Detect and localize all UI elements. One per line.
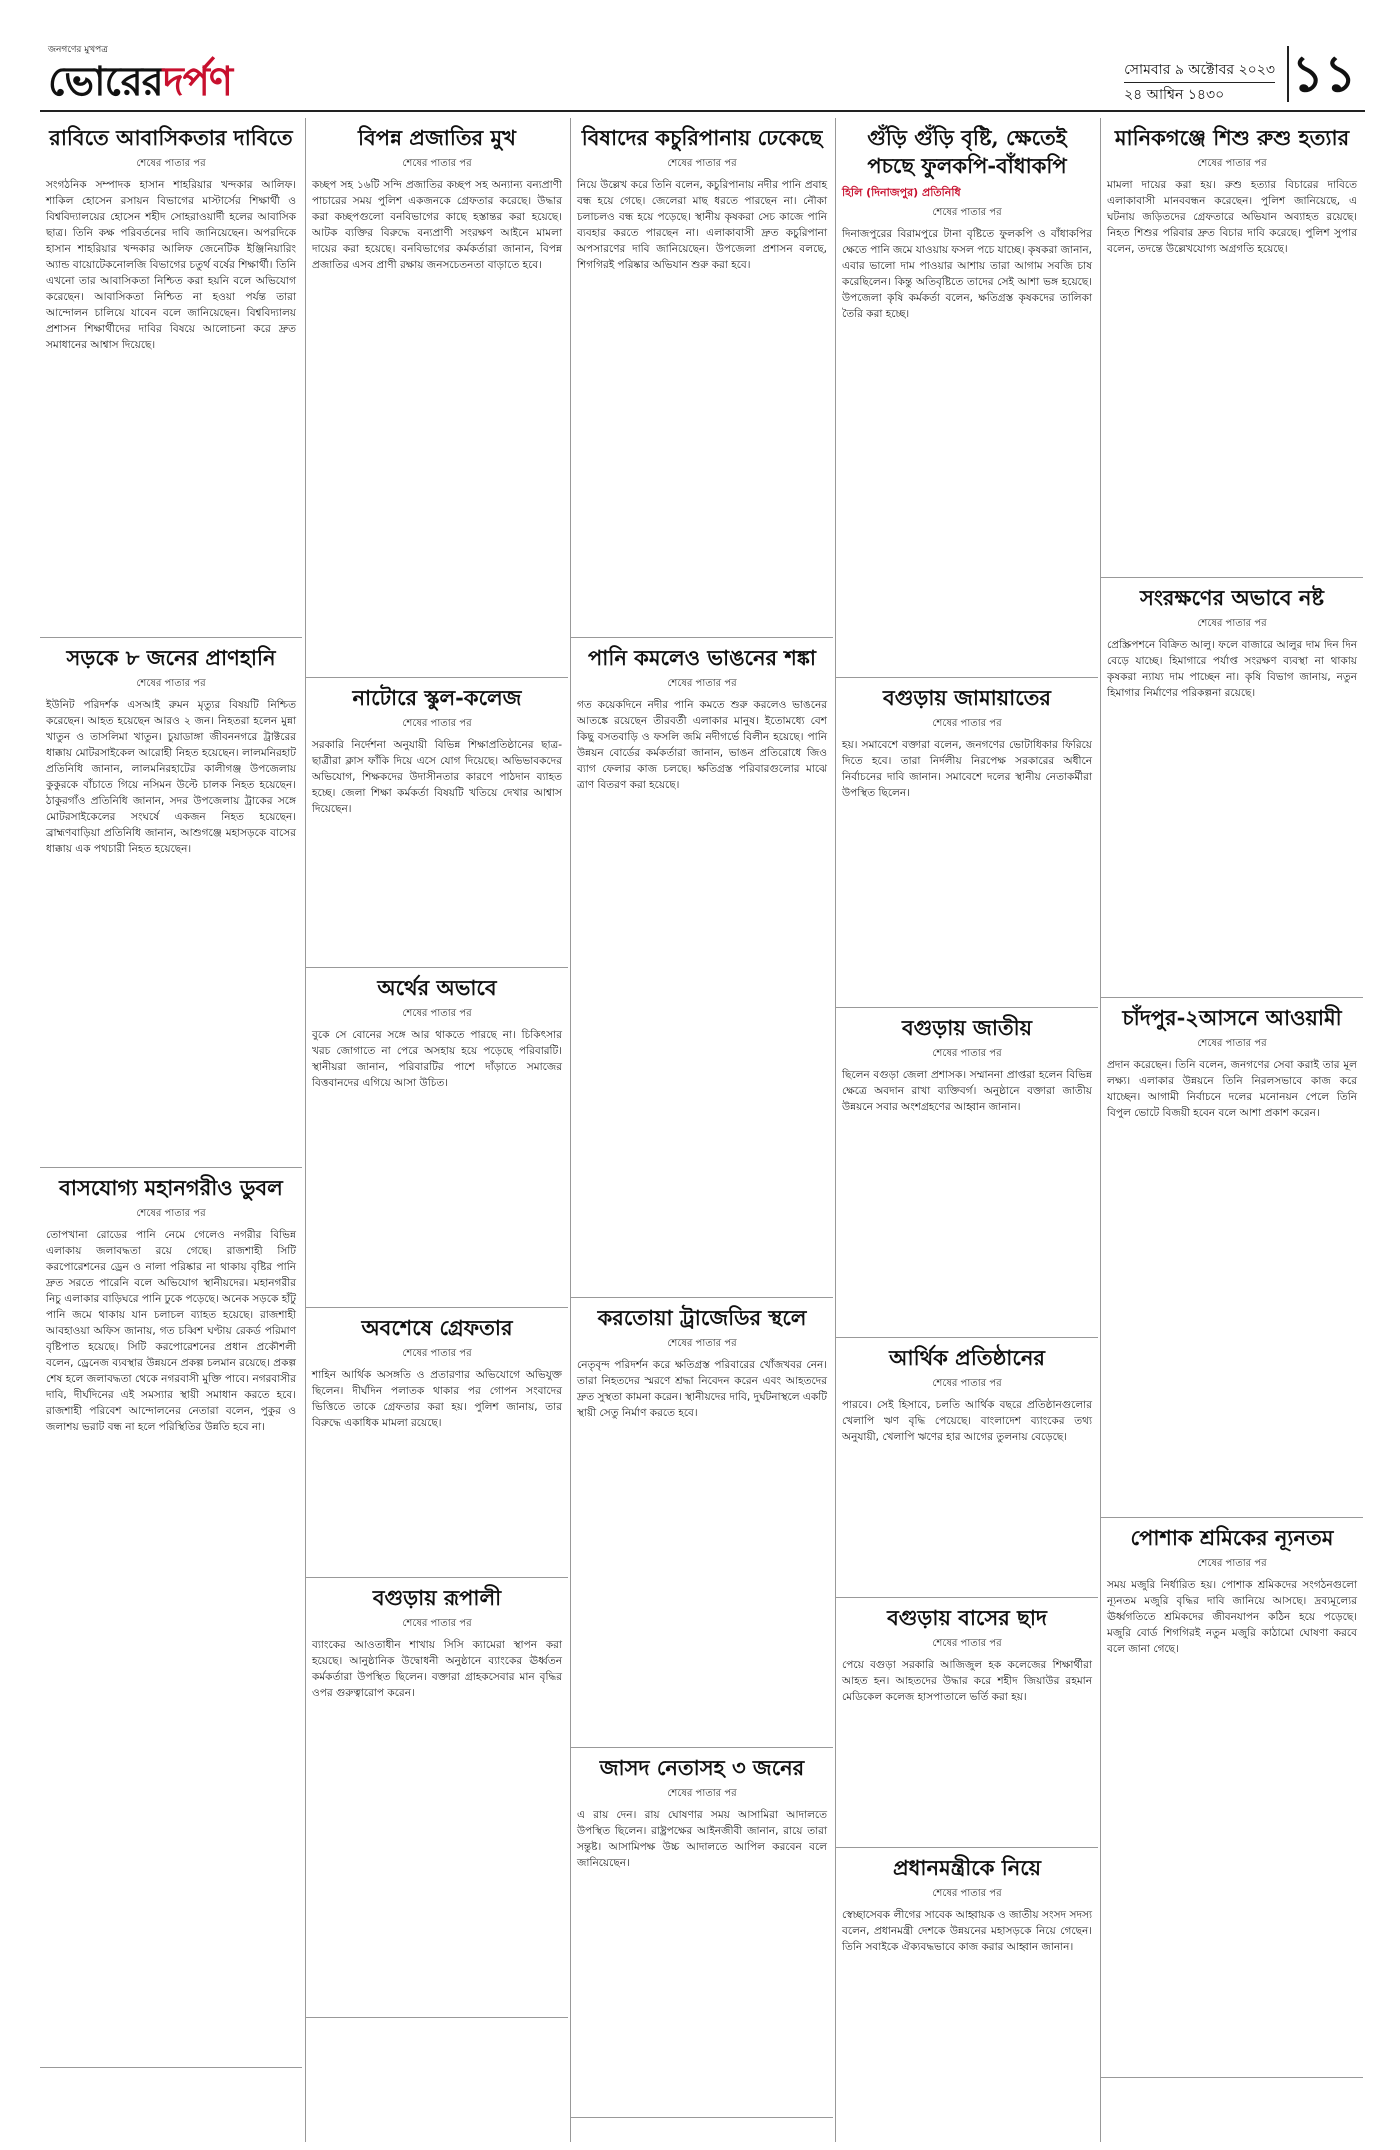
story-body: নিয়ে উল্লেখ করে তিনি বলেন, কচুরিপানায় নদীর পানি প্রবাহ বন্ধ হয়ে গেছে। জেলেরা মাছ ধরতে পারছেন না। নৌকা চলাচলও বন্ধ হয়ে পড়েছে। স্থানীয় কৃষকরা সেচ কাজে পানি ব্যবহার করতে পারছেন না। এলাকাবাসী দ্রুত কচুরিপানা অপসারণের দাবি জানিয়েছেন। উপজেলা প্রশাসন বলছে, শিগগিরই পরিষ্কার অভিযান শুরু করা হবে।: [577, 179, 827, 271]
news-story: [1101, 118, 1363, 578]
story-body: শাহিন আর্থিক অসঙ্গতি ও প্রতারণার অভিযোগে অভিযুক্ত ছিলেন। দীর্ঘদিন পলাতক থাকার পর গোপন সংবাদের ভিত্তিতে তাকে গ্রেফতার করা হয়। পুলিশ জানায়, তার বিরুদ্ধে একাধিক মামলা রয়েছে।: [312, 1369, 562, 1429]
news-column: [305, 118, 568, 2142]
issue-dates: [1124, 58, 1275, 107]
continued-label: শেষের পাতার পর: [136, 1208, 206, 1219]
story-body: হয়। সমাবেশে বক্তারা বলেন, জনগণের ভোটাধিকার ফিরিয়ে দিতে হবে। তারা নির্দলীয় নিরপেক্ষ সরকারের অধীনে নির্বাচনের দাবি জানান। সমাবেশে দলের স্থানীয় নেতাকর্মীরা উপস্থিত ছিলেন।: [842, 739, 1092, 799]
story-headline: সংরক্ষণের অভাবে নষ্ট: [1140, 585, 1324, 610]
news-story: [40, 118, 302, 638]
story-headline: পোশাক শ্রমিকের ন্যূনতম: [1130, 1525, 1334, 1550]
story-body: মামলা দায়ের করা হয়। রুশু হত্যার বিচারের দাবিতে এলাকাবাসী মানববন্ধন করেছেন। পুলিশ জানিয়েছে, এ ঘটনায় জড়িতদের গ্রেফতারে অভিযান অব্যাহত রয়েছে। নিহত শিশুর পরিবার দ্রুত বিচার দাবি করেছে। পুলিশ সুপার বলেন, তদন্তে উল্লেখযোগ্য অগ্রগতি হয়েছে।: [1107, 179, 1357, 255]
continued-label: শেষের পাতার পর: [667, 1788, 737, 1799]
story-body: নেতৃবৃন্দ পরিদর্শন করে ক্ষতিগ্রস্ত পরিবারের খোঁজখবর নেন। তারা নিহতদের স্মরণে শ্রদ্ধা নিবেদন করেন এবং আহতদের দ্রুত সুস্থতা কামনা করেন। স্থানীয়দের দাবি, দুর্ঘটনাস্থলে একটি স্থায়ী সেতু নির্মাণ করতে হবে।: [577, 1359, 827, 1419]
news-story: [306, 678, 568, 968]
news-story: [836, 1848, 1098, 2142]
continued-label: শেষের পাতার পর: [667, 1338, 737, 1349]
continued-label: শেষের পাতার পর: [402, 1008, 472, 1019]
continued-label: শেষের পাতার পর: [136, 678, 206, 689]
story-headline: বগুড়ায় রূপালী: [372, 1585, 502, 1610]
news-story: [836, 118, 1098, 678]
continued-label: শেষের পাতার পর: [932, 1888, 1002, 1899]
story-headline: বগুড়ায় জামায়াতের: [883, 685, 1051, 710]
news-story: [571, 1298, 833, 1748]
story-body: সংগঠনিক সম্পাদক হাসান শাহরিয়ার খন্দকার আলিফ। শাকিল হোসেন রসায়ন বিভাগের মাস্টার্সের শিক্ষার্থী ও বিশ্ববিদ্যালয়ের হোসেন শহীদ সোহরাওয়ার্দী হলের আবাসিক ছাত্র। তিনি কক্ষ পরিবর্তনের দাবি জানিয়েছেন। অপরদিকে হাসান শাহরিয়ার খন্দকার আলিফ জেনেটিক ইঞ্জিনিয়ারিং অ্যান্ড বায়োটেকনোলজি বিভাগের চতুর্থ বর্ষের শিক্ষার্থী। তিনি এখনো তার আবাসিকতা নিশ্চিত করা হয়নি বলে অভিযোগ করেছেন। আবাসিকতা নিশ্চিত না হওয়া পর্যন্ত তারা আন্দোলন চালিয়ে যাবেন বলে জানিয়েছেন। বিশ্ববিদ্যালয় প্রশাসন শিক্ষার্থীদের দাবির বিষয়ে আলোচনা করে দ্রুত সমাধানের আশ্বাস দিয়েছে।: [46, 179, 297, 351]
story-body: প্রেস্ক্রিপশনে বিক্রিত আলু। ফলে বাজারে আলুর দাম দিন দিন বেড়ে যাচ্ছে। হিমাগারে পর্যাপ্ত সংরক্ষণ ব্যবস্থা না থাকায় কৃষকরা ন্যায্য দাম পাচ্ছেন না। কৃষি বিভাগ জানায়, নতুন হিমাগার নির্মাণের পরিকল্পনা রয়েছে।: [1107, 639, 1357, 699]
story-body: স্বেচ্ছাসেবক লীগের সাবেক আহ্বায়ক ও জাতীয় সংসদ সদস্য বলেন, প্রধানমন্ত্রী দেশকে উন্নয়নের মহাসড়কে নিয়ে গেছেন। তিনি সবাইকে ঐক্যবদ্ধভাবে কাজ করার আহ্বান জানান।: [842, 1909, 1092, 1953]
news-story: [1101, 1518, 1363, 2078]
story-body: ছিলেন বগুড়া জেলা প্রশাসক। সম্মাননা প্রাপ্তরা হলেন বিভিন্ন ক্ষেত্রে অবদান রাখা ব্যক্তিবর্গ। অনুষ্ঠানে বক্তারা জাতীয় উন্নয়নে সবার অংশগ্রহণের আহ্বান জানান।: [842, 1069, 1092, 1113]
news-story: [40, 638, 302, 1168]
story-headline: বিপন্ন প্রজাতির মুখ: [358, 125, 516, 150]
story-headline: প্রধানমন্ত্রীকে নিয়ে: [892, 1855, 1042, 1880]
continued-label: শেষের পাতার পর: [667, 678, 737, 689]
story-body: দিনাজপুরের বিরামপুরে টানা বৃষ্টিতে ফুলকপি ও বাঁধাকপির ক্ষেতে পানি জমে যাওয়ায় ফসল পচে যাচ্ছে। কৃষকরা জানান, এবার ভালো দাম পাওয়ার আশায় তারা আগাম সবজি চাষ করেছিলেন। কিন্তু অতিবৃষ্টিতে তাদের সেই আশা ভঙ্গ হয়েছে। উপজেলা কৃষি কর্মকর্তা বলেন, ক্ষতিগ্রস্ত কৃষকদের তালিকা তৈরি করা হচ্ছে।: [842, 228, 1092, 320]
news-story: [836, 1338, 1098, 1598]
continued-label: শেষের পাতার পর: [932, 718, 1002, 729]
news-column: [1100, 118, 1363, 2142]
story-headline: গুঁড়ি গুঁড়ি বৃষ্টি, ক্ষেতেই পচছে ফুলকপি-বাঁধাকপি: [867, 125, 1067, 178]
story-body: কচ্ছপ সহ ১৬টি সন্দি প্রজাতির কচ্ছপ সহ অন্যান্য বন্যপ্রাণী পাচারের সময় পুলিশ একজনকে গ্রেফতার করেছে। উদ্ধার করা কচ্ছপগুলো বনবিভাগের কাছে হস্তান্তর করা হয়েছে। আটক ব্যক্তির বিরুদ্ধে বন্যপ্রাণী সংরক্ষণ আইনে মামলা দায়ের করা হয়েছে। বনবিভাগের কর্মকর্তারা জানান, বিপন্ন প্রজাতির এসব প্রাণী রক্ষায় জনসচেতনতা বাড়াতে হবে।: [312, 179, 562, 271]
story-headline: অবশেষে গ্রেফতার: [361, 1315, 513, 1340]
page-number: ১১: [1287, 46, 1359, 102]
continued-label: শেষের পাতার পর: [402, 1348, 472, 1359]
story-body: গত কয়েকদিনে নদীর পানি কমতে শুরু করলেও ভাঙনের আতঙ্কে রয়েছেন তীরবর্তী এলাকার মানুষ। ইতোমধ্যে বেশ কিছু বসতবাড়ি ও ফসলি জমি নদীগর্ভে বিলীন হয়েছে। পানি উন্নয়ন বোর্ডের কর্মকর্তারা জানান, ভাঙন প্রতিরোধে জিও ব্যাগ ফেলার কাজ চলছে। ক্ষতিগ্রস্ত পরিবারগুলোর মাঝে ত্রাণ বিতরণ করা হয়েছে।: [577, 699, 827, 791]
story-headline: বাসযোগ্য মহানগরীও ডুবল: [59, 1175, 283, 1200]
story-headline: চাঁদপুর-২আসনে আওয়ামী: [1122, 1005, 1342, 1030]
news-story: [306, 1308, 568, 1578]
news-column: [835, 118, 1098, 2142]
continued-label: শেষের পাতার পর: [136, 158, 206, 169]
news-story: [306, 968, 568, 1308]
story-headline: আর্থিক প্রতিষ্ঠানের: [889, 1345, 1045, 1370]
news-story: [306, 118, 568, 678]
story-headline: নাটোরে স্কুল-কলেজ: [352, 685, 522, 710]
story-headline: মানিকগঞ্জে শিশু রুশু হত্যার: [1114, 125, 1350, 150]
continued-label: শেষের পাতার পর: [402, 158, 472, 169]
news-story: [836, 678, 1098, 1008]
story-headline: অর্থের অভাবে: [377, 975, 497, 1000]
story-body: ব্যাংকের আওতাধীন শাখায় সিসি ক্যামেরা স্থাপন করা হয়েছে। আনুষ্ঠানিক উদ্বোধনী অনুষ্ঠানে ব্যাংকের ঊর্ধ্বতন কর্মকর্তারা উপস্থিত ছিলেন। বক্তারা গ্রাহকসেবার মান বৃদ্ধির ওপর গুরুত্বারোপ করেন।: [312, 1639, 562, 1699]
continued-label: শেষের পাতার পর: [667, 158, 737, 169]
masthead: [40, 40, 1365, 112]
news-column: [570, 118, 833, 2142]
news-story: [836, 1008, 1098, 1338]
logo-part1: ভোরের: [48, 58, 163, 105]
story-byline: হিলি (দিনাজপুর) প্রতিনিধি: [842, 186, 961, 199]
continued-label: শেষের পাতার পর: [402, 1618, 472, 1629]
masthead-tagline: জনগণের মুখপত্র: [48, 45, 108, 55]
story-body: সময় মজুরি নির্ধারিত হয়। পোশাক শ্রমিকদের সংগঠনগুলো ন্যূনতম মজুরি বৃদ্ধির দাবি জানিয়ে আসছে। দ্রব্যমূল্যের ঊর্ধ্বগতিতে শ্রমিকদের জীবনযাপন কঠিন হয়ে পড়েছে। মজুরি বোর্ড শিগগিরই নতুন মজুরি কাঠামো ঘোষণা করবে বলে জানা গেছে।: [1107, 1579, 1357, 1655]
story-body: সরকারি নির্দেশনা অনুযায়ী বিভিন্ন শিক্ষাপ্রতিষ্ঠানের ছাত্র-ছাত্রীরা ক্লাস ফাঁকি দিয়ে এসে যোগ দিয়েছে। অভিভাবকদের অভিযোগ, শিক্ষকদের উদাসীনতার কারণে পাঠদান ব্যাহত হচ্ছে। জেলা শিক্ষা কর্মকর্তা বিষয়টি খতিয়ে দেখার আশ্বাস দিয়েছেন।: [312, 739, 562, 815]
continued-label: শেষের পাতার পর: [402, 718, 472, 729]
date-bangla: ২৪ আশ্বিন ১৪৩০: [1124, 87, 1225, 103]
continued-label: শেষের পাতার পর: [1197, 1038, 1267, 1049]
story-headline: করতোয়া ট্রাজেডির স্থলে: [597, 1305, 807, 1330]
news-story: [571, 638, 833, 1298]
continued-label: শেষের পাতার পর: [1197, 158, 1267, 169]
story-headline: জাসদ নেতাসহ ৩ জনের: [599, 1755, 805, 1780]
continued-label: শেষের পাতার পর: [1197, 618, 1267, 629]
continued-label: শেষের পাতার পর: [932, 1048, 1002, 1059]
story-body: এ রায় দেন। রায় ঘোষণার সময় আসামিরা আদালতে উপস্থিত ছিলেন। রাষ্ট্রপক্ষের আইনজীবী জানান, রায়ে তারা সন্তুষ্ট। আসামিপক্ষ উচ্চ আদালতে আপিল করবেন বলে জানিয়েছেন।: [577, 1809, 827, 1869]
news-story: [306, 1578, 568, 2018]
news-story: [1101, 578, 1363, 998]
story-body: প্রদান করেছেন। তিনি বলেন, জনগণের সেবা করাই তার মূল লক্ষ্য। এলাকার উন্নয়নে তিনি নিরলসভাবে কাজ করে যাচ্ছেন। আগামী নির্বাচনে দলের মনোনয়ন পেলে তিনি বিপুল ভোটে বিজয়ী হবেন বলে আশা প্রকাশ করেন।: [1107, 1059, 1357, 1119]
date-gregorian: সোমবার ৯ অক্টোবর ২০২৩: [1124, 58, 1275, 83]
news-story: [571, 118, 833, 638]
continued-label: শেষের পাতার পর: [1197, 1558, 1267, 1569]
newspaper-logo: [48, 50, 232, 117]
continued-label: শেষের পাতার পর: [932, 1638, 1002, 1649]
story-body: পেয়ে বগুড়া সরকারি আজিজুল হক কলেজের শিক্ষার্থীরা আহত হন। আহতদের উদ্ধার করে শহীদ জিয়াউর রহমান মেডিকেল কলেজ হাসপাতালে ভর্তি করা হয়।: [842, 1659, 1092, 1703]
continued-label: শেষের পাতার পর: [932, 207, 1002, 218]
story-body: তোপখানা রোডের পানি নেমে গেলেও নগরীর বিভিন্ন এলাকায় জলাবদ্ধতা রয়ে গেছে। রাজশাহী সিটি করপোরেশনের ড্রেন ও নালা পরিষ্কার না থাকায় বৃষ্টির পানি দ্রুত সরতে পারেনি বলে অভিযোগ স্থানীয়দের। মহানগরীর নিচু এলাকার বাড়িঘরে পানি ঢুকে পড়েছে। অনেক সড়কে হাঁটু পানি জমে থাকায় যান চলাচল ব্যাহত হয়েছে। রাজশাহী আবহাওয়া অফিস জানায়, গত চব্বিশ ঘণ্টায় রেকর্ড পরিমাণ বৃষ্টিপাত হয়েছে। সিটি করপোরেশনের প্রধান প্রকৌশলী বলেন, ড্রেনেজ ব্যবস্থার উন্নয়নে প্রকল্প চলমান রয়েছে। প্রকল্প শেষ হলে জলাবদ্ধতা থেকে নগরবাসী মুক্তি পাবে। নগরবাসীর দাবি, দীর্ঘদিনের এই সমস্যার স্থায়ী সমাধান করতে হবে। রাজশাহী পরিবেশ আন্দোলনের নেতারা বলেন, পুকুর ও জলাশয় ভরাট বন্ধ না হলে পরিস্থিতির উন্নতি হবে না।: [46, 1229, 296, 1433]
story-body: পারবে। সেই হিসাবে, চলতি আর্থিক বছরে প্রতিষ্ঠানগুলোর খেলাপি ঋণ বৃদ্ধি পেয়েছে। বাংলাদেশ ব্যাংকের তথ্য অনুযায়ী, খেলাপি ঋণের হার আগের তুলনায় বেড়েছে।: [842, 1399, 1092, 1443]
news-story: [1101, 998, 1363, 1518]
logo-part2: দর্পণ: [162, 58, 233, 105]
story-headline: বিষাদের কচুরিপানায় ঢেকেছে: [581, 125, 823, 150]
story-body: ইউনিট পরিদর্শক এসআই রুমন মৃত্যুর বিষয়টি নিশ্চিত করেছেন। আহত হয়েছেন আরও ২ জন। নিহতরা হলেন মুন্না খাতুন ও তাসলিমা খাতুন। চুয়াডাঙ্গা জীবননগরে ট্রাক্টরের ধাক্কায় মোটরসাইকেল আরোহী নিহত হয়েছেন। লালমনিরহাট প্রতিনিধি জানান, লালমনিরহাটের কালীগঞ্জ উপজেলায় কুকুরকে বাঁচাতে গিয়ে নসিমন উল্টে চালক নিহত হয়েছেন। ঠাকুরগাঁও প্রতিনিধি জানান, সদর উপজেলায় ট্রাকের সঙ্গে মোটরসাইকেলের সংঘর্ষে একজন নিহত হয়েছেন। ব্রাহ্মণবাড়িয়া প্রতিনিধি জানান, আশুগঞ্জে মহাসড়কে বাসের ধাক্কায় এক পথচারী নিহত হয়েছেন।: [46, 699, 296, 855]
continued-label: শেষের পাতার পর: [932, 1378, 1002, 1389]
story-headline: বগুড়ায় বাসের ছাদ: [887, 1605, 1047, 1630]
story-headline: সড়কে ৮ জনের প্রাণহানি: [66, 645, 276, 670]
news-story: [836, 1598, 1098, 1848]
story-body: বুকে সে বোনের সঙ্গে আর থাকতে পারছে না। চিকিৎসার খরচ জোগাতে না পেরে অসহায় হয়ে পড়েছে পরিবারটি। স্থানীয়রা জানান, পরিবারটির পাশে দাঁড়াতে সমাজের বিত্তবানদের এগিয়ে আসা উচিত।: [312, 1029, 562, 1089]
news-story: [571, 1748, 833, 2118]
news-column: [40, 118, 302, 2142]
news-story: [40, 1168, 302, 2068]
story-headline: বগুড়ায় জাতীয়: [901, 1015, 1033, 1040]
story-headline: পানি কমলেও ভাঙনের শঙ্কা: [587, 645, 817, 670]
story-headline: রাবিতে আবাসিকতার দাবিতে: [49, 125, 293, 150]
